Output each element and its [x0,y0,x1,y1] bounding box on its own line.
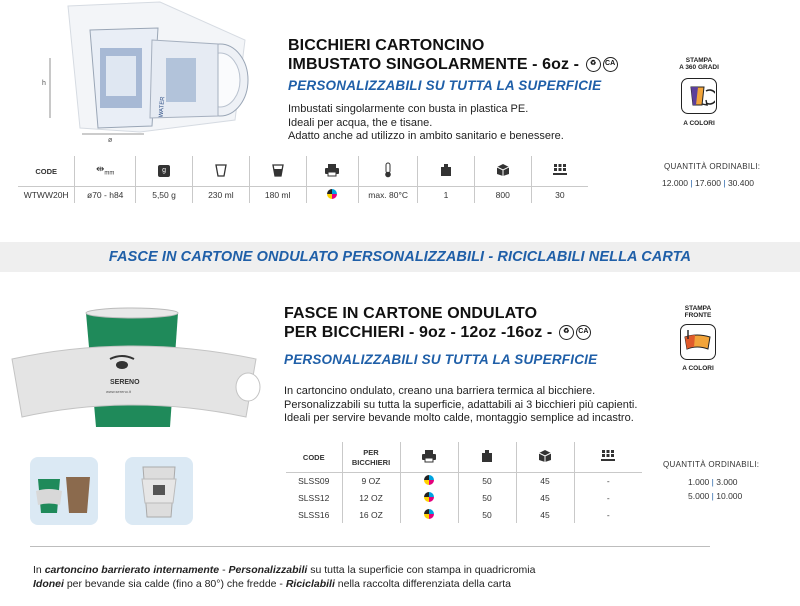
product1-title-line2-wrap [288,55,668,74]
qty-value: 10.000 [716,491,743,501]
col-dimension-header [75,156,136,186]
cell-print [306,186,359,203]
per-header [352,448,390,467]
product1-image [40,0,265,148]
footer-note [33,563,773,591]
ca-eco-label: CA [576,325,591,340]
cell-fill: 180 ml [249,186,306,203]
cell-dimensions: ø70 - h84 [75,186,136,203]
cell-pack: 50 [458,489,516,506]
qty-separator: | [711,491,714,501]
code-header: CODE [302,452,325,462]
product1-title-line1: BICCHIERI CARTONCINO [288,37,485,54]
spec-header-row [286,442,642,472]
color-print-icon [424,509,434,519]
col-pack-header [458,442,516,472]
product1-desc-line: Ideali per acqua, the e tisane. [288,116,433,129]
per-header-line: BICCHIERI [351,457,391,467]
cell-per: 16 OZ [342,506,400,523]
print-badge2-bottom: A COLORI [682,365,714,372]
cups-thumb-photo [30,457,98,525]
qty-value: 17.600 [694,178,721,188]
qty-value: 12.000 [662,178,688,188]
sleeve-on-cup-photo [10,295,270,435]
badge-line: FRONTE [684,312,712,319]
cell-code: WTWW20H [18,186,75,203]
cell-pallet: 30 [555,189,565,200]
cell-code: SLSS12 [286,489,342,506]
product2-title-line2-wrap [284,323,664,342]
product1-desc-line: Adatto anche ad utilizzo in ambito sanitario e benessere. [288,130,564,142]
footer-text-bold: Idonei [33,578,64,590]
cell-pallet: - [606,509,610,520]
product2-qty-values [688,475,742,503]
footer-text: per bevande sia calde (fino a 80°) che fredde - [63,578,286,590]
footer-text: - [219,564,229,576]
col-code-header [18,156,75,186]
product1-subtitle: PERSONALIZZABILI SU TUTTA LA SUPERFICIE [288,78,602,93]
footer-text: In [33,564,45,576]
product2-thumb-1 [30,457,98,525]
footer-text: su tutta la superficie con stampa in quadricromia [307,564,536,576]
product2-qty-title: QUANTITÀ ORDINABILI: [663,460,760,469]
col-code-header [286,442,342,472]
badge-line: A 360 GRADI [679,64,719,71]
weight-icon: g [158,165,170,177]
footer-line1 [33,563,773,577]
col-pack-header [418,156,475,186]
pack-bag-icon [481,449,493,463]
cell-pack: 50 [458,472,516,489]
col-box-header [516,442,574,472]
footer-text-bold: Personalizzabili [228,564,308,576]
product1-description [288,103,564,144]
print-360-badge [681,78,717,114]
product2-title-line2: PER BICCHIERI - 9oz - 12oz -16oz - [284,324,553,341]
qty-row [688,475,742,489]
footer-text-bold: cartoncino barrierato internamente [44,564,220,576]
mm-label: mm [104,171,115,178]
pallet-icon [552,163,568,177]
print-badge2-top [673,305,723,319]
dimension-diameter-label: ø [108,137,113,144]
dimension-arrows-icon: ⇹ [96,164,105,176]
per-header-line: PER [363,447,379,457]
cell-code: SLSS09 [286,472,342,489]
product2-thumb-2 [125,457,193,525]
cell-weight: 5,50 g [136,186,193,203]
cell-code: SLSS16 [286,506,342,523]
qty-separator: | [723,178,726,188]
cell-box: 45 [516,472,574,489]
product2-desc-line: Ideali per servire bevande molto calde, montaggio semplice ad incastro. [284,412,634,424]
cell-print [400,506,458,523]
qty-separator: | [690,178,693,188]
table-row [286,489,642,506]
col-per-header [342,442,400,472]
sleeve-brand-text: SERENO [110,379,140,386]
cell-per: 9 OZ [342,472,400,489]
product2-title-line1: FASCE IN CARTONE ONDULATO [284,305,538,322]
table-row [18,186,588,203]
spec-header-row [18,156,588,186]
table-row [286,472,642,489]
col-capacity-header [192,156,249,186]
footer-text-bold: Riciclabili [285,578,335,590]
recycle-icon: ♻ [559,325,574,340]
sleeve-print-icon [681,325,714,358]
cell-print [400,489,458,506]
product2-desc-line: In cartoncino ondulato, creano una barriera termica al bicchiere. [284,385,596,397]
qty-value: 3.000 [716,477,738,487]
col-fill-header [249,156,306,186]
recycle-icon: ♻ [586,57,601,72]
cell-pack: 1 [418,186,475,203]
code-header: CODE [35,166,57,176]
sleeve-tagline-text: www.sereno.it [106,389,131,394]
product2-description [284,385,637,426]
pack-bag-icon [440,163,452,177]
cell-pack: 50 [458,506,516,523]
footer-divider [30,546,710,547]
badge-line: STAMPA [685,57,713,64]
qty-value: 5.000 [688,491,710,501]
product1-title [288,36,668,74]
color-print-icon [327,189,337,199]
printer-icon [421,449,437,463]
pallet-icon [600,449,616,463]
product1-spec-table [18,156,588,203]
color-print-icon [424,475,434,485]
cell-box: 800 [474,186,531,203]
col-pallet-header [531,156,588,186]
cup-360-print-icon [682,79,715,112]
printer-icon [324,163,340,177]
col-print-header [306,156,359,186]
cell-temperature: max. 80°C [359,186,418,203]
cup-fill-icon [271,163,285,177]
product2-desc-line: Personalizzabili su tutta la superficie, adattabili ai 3 bicchieri più capienti. [284,398,638,411]
product2-subtitle: PERSONALIZZABILI SU TUTTA LA SUPERFICIE [284,352,598,367]
cell-print [400,472,458,489]
col-box-header [474,156,531,186]
print-front-badge [680,324,716,360]
print-badge1-top [674,57,724,71]
cell-box: 45 [516,489,574,506]
col-weight-header [136,156,193,186]
qty-separator: | [711,477,714,487]
footer-text: nella raccolta differenziata della carta [334,578,511,590]
thermometer-icon [383,162,393,178]
cup-sleeve-thumb-photo [125,457,193,525]
footer-line2 [33,577,773,591]
color-print-icon [424,492,434,502]
product2-title [284,304,664,342]
box-icon [538,449,552,463]
cup-capacity-icon [214,163,228,177]
product2-image [10,295,270,435]
cell-capacity: 230 ml [192,186,249,203]
qty-row [688,489,742,503]
col-print-header [400,442,458,472]
section-banner-text: FASCE IN CARTONE ONDULATO PERSONALIZZABILI - RICICLABILI NELLA CARTA [108,249,692,265]
cell-pallet: - [606,492,610,503]
cell-pallet: - [606,475,610,486]
ca-eco-label: CA [603,57,618,72]
product1-desc-line: Imbustati singolarmente con busta in plastica PE. [288,103,529,115]
qty-value: 30.400 [727,178,754,188]
dimension-height-label: h [42,80,46,87]
product1-qty-values [662,178,754,188]
table-row [286,506,642,523]
qty-value: 1.000 [688,477,710,487]
cell-per: 12 OZ [342,489,400,506]
product2-spec-table [286,442,642,523]
print-badge1-bottom: A COLORI [683,120,715,127]
product1-title-line2: IMBUSTATO SINGOLARMENTE - 6oz - [288,56,580,73]
wrapped-cups-photo [40,0,265,148]
cell-box: 45 [516,506,574,523]
col-pallet-header [574,442,642,472]
col-temperature-header [359,156,418,186]
cup-print-text: WATER [158,96,167,118]
badge-line: STAMPA [684,305,712,312]
product1-qty-title: QUANTITÀ ORDINABILI: [664,162,761,171]
box-icon [496,163,510,177]
